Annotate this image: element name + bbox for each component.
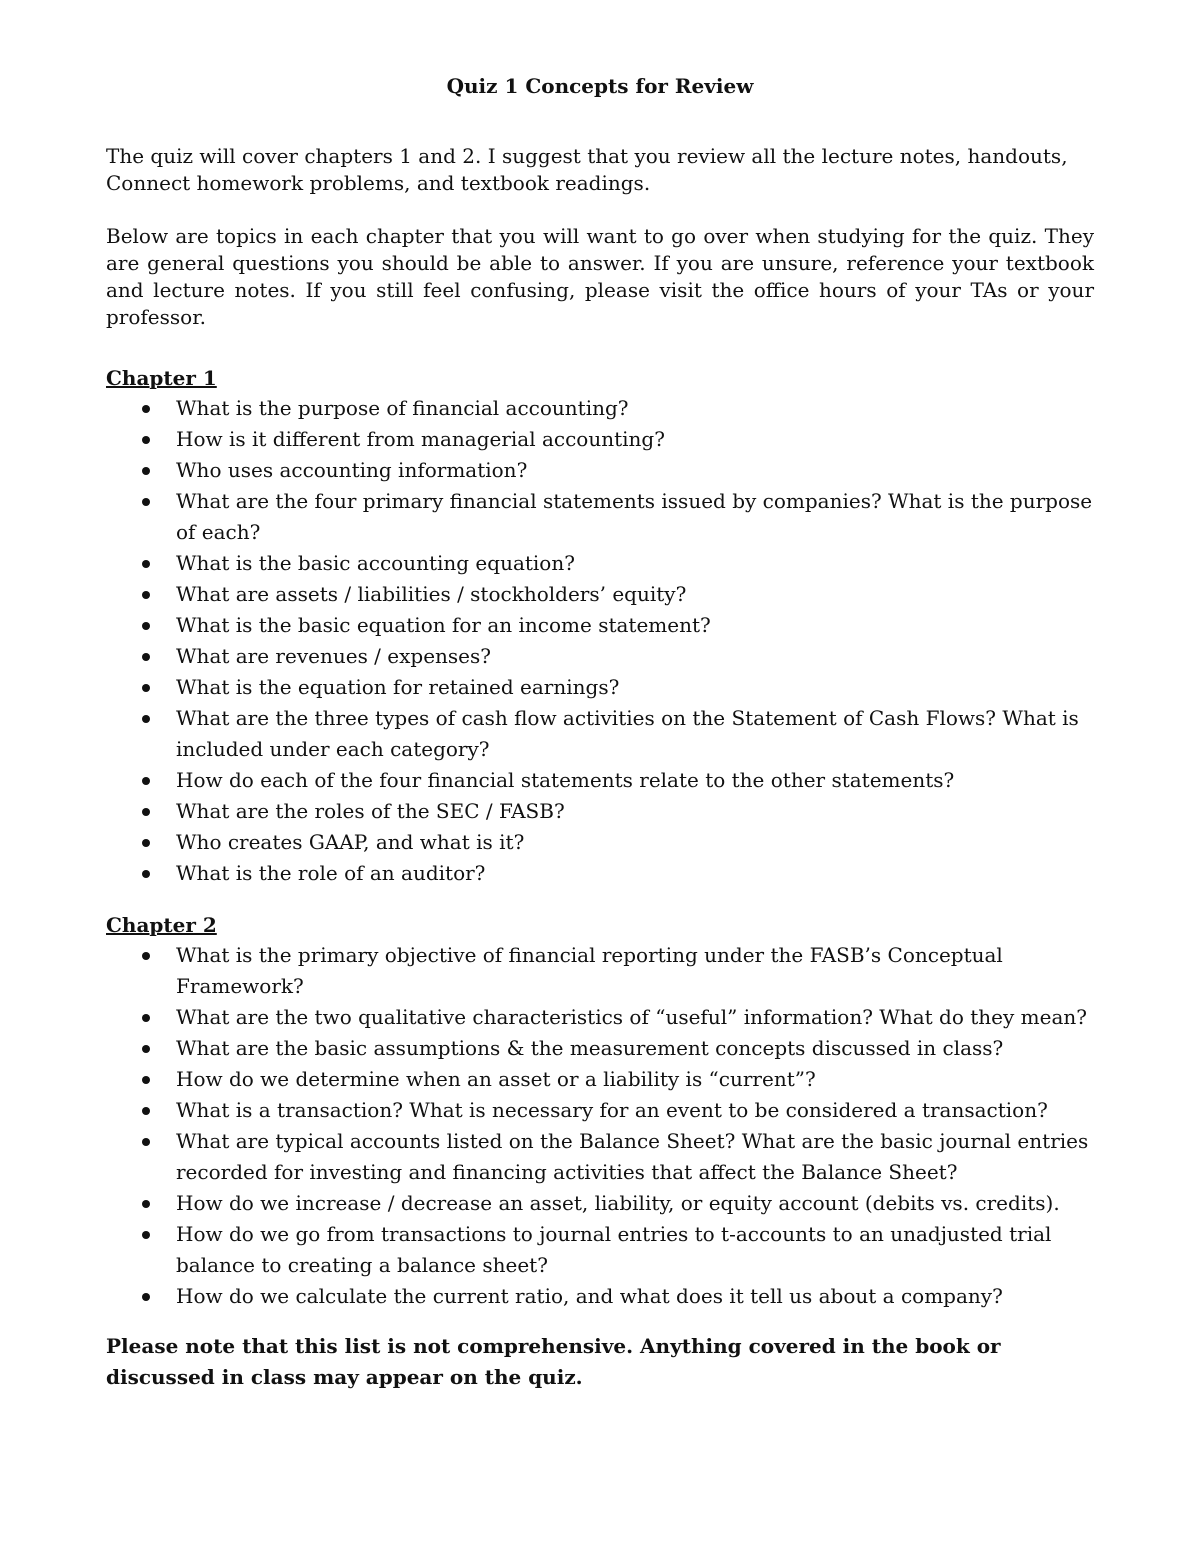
question-text: What are the roles of the SEC / FASB? (176, 799, 565, 823)
question-text: What is the primary objective of financial reporting under the FASB’s Conceptual Framework? (176, 943, 1003, 998)
bullet-icon (142, 777, 150, 785)
list-item (106, 1281, 1094, 1312)
bullet-icon (142, 1138, 150, 1146)
question-text: What is the basic equation for an income statement? (176, 613, 711, 637)
bullet-icon (142, 622, 150, 630)
list-item (106, 393, 1094, 424)
question-text: Who uses accounting information? (176, 458, 528, 482)
question-text: What are assets / liabilities / stockholders’ equity? (176, 582, 687, 606)
question-text: What is the equation for retained earnings? (176, 675, 620, 699)
bullet-icon (142, 1200, 150, 1208)
list-item (106, 940, 1094, 1002)
bullet-icon (142, 498, 150, 506)
page-title: Quiz 1 Concepts for Review (446, 74, 754, 98)
question-text: What is the role of an auditor? (176, 861, 486, 885)
question-text: What are typical accounts listed on the Balance Sheet? What are the basic journal entries recorded for investing and financing activities that affect the Balance Sheet? (176, 1129, 1089, 1184)
question-text: What is a transaction? What is necessary for an event to be considered a transaction? (176, 1098, 1048, 1122)
chapter-2-section (106, 910, 1094, 1312)
question-text: How do we determine when an asset or a liability is “current”? (176, 1067, 816, 1091)
list-item (106, 641, 1094, 672)
question-text: Who creates GAAP, and what is it? (176, 830, 525, 854)
list-item (106, 1095, 1094, 1126)
bullet-icon (142, 1045, 150, 1053)
question-text: How do we calculate the current ratio, and what does it tell us about a company? (176, 1284, 1003, 1308)
question-text: What are the basic assumptions & the measurement concepts discussed in class? (176, 1036, 1004, 1060)
document-page (106, 72, 1094, 1393)
chapter-2-question-list (106, 940, 1094, 1312)
question-text: What are the two qualitative characteristics of “useful” information? What do they mean? (176, 1005, 1087, 1029)
question-text: What is the basic accounting equation? (176, 551, 575, 575)
list-item (106, 610, 1094, 641)
bullet-icon (142, 1076, 150, 1084)
closing-note: Please note that this list is not comprehensive. Anything covered in the book or discussed in class may appear on the quiz. (106, 1334, 1001, 1389)
list-item (106, 765, 1094, 796)
chapter-1-section (106, 363, 1094, 889)
bullet-icon (142, 653, 150, 661)
chapter-2-heading: Chapter 2 (106, 913, 217, 937)
list-item (106, 455, 1094, 486)
list-item (106, 672, 1094, 703)
question-text: How is it different from managerial accounting? (176, 427, 665, 451)
bullet-icon (142, 1107, 150, 1115)
bullet-icon (142, 560, 150, 568)
list-item (106, 1064, 1094, 1095)
chapter-1-heading: Chapter 1 (106, 366, 217, 390)
bullet-icon (142, 684, 150, 692)
bullet-icon (142, 1293, 150, 1301)
list-item (106, 579, 1094, 610)
guidance-paragraph: Below are topics in each chapter that you will want to go over when studying for the quiz. They are general questions you should be able to answer. If you are unsure, reference your textbook and lecture notes. If you still feel confusing, please visit the office hours of your TAs or your professor. (106, 224, 1094, 329)
question-text: What are the three types of cash flow activities on the Statement of Cash Flows? What is included under each category? (176, 706, 1079, 761)
bullet-icon (142, 952, 150, 960)
list-item (106, 1033, 1094, 1064)
list-item (106, 858, 1094, 889)
list-item (106, 703, 1094, 765)
chapter-1-question-list (106, 393, 1094, 889)
bullet-icon (142, 591, 150, 599)
bullet-icon (142, 839, 150, 847)
list-item (106, 486, 1094, 548)
bullet-icon (142, 405, 150, 413)
bullet-icon (142, 715, 150, 723)
list-item (106, 1219, 1094, 1281)
list-item (106, 548, 1094, 579)
bullet-icon (142, 467, 150, 475)
list-item (106, 827, 1094, 858)
intro-paragraph: The quiz will cover chapters 1 and 2. I suggest that you review all the lecture notes, handouts, Connect homework problems, and textbook readings. (106, 144, 1068, 195)
bullet-icon (142, 870, 150, 878)
list-item (106, 1126, 1094, 1188)
list-item (106, 424, 1094, 455)
list-item (106, 1188, 1094, 1219)
question-text: How do we increase / decrease an asset, liability, or equity account (debits vs. credits). (176, 1191, 1060, 1215)
question-text: How do each of the four financial statements relate to the other statements? (176, 768, 955, 792)
list-item (106, 1002, 1094, 1033)
bullet-icon (142, 808, 150, 816)
bullet-icon (142, 436, 150, 444)
question-text: How do we go from transactions to journal entries to t-accounts to an unadjusted trial balance to creating a balance sheet? (176, 1222, 1052, 1277)
bullet-icon (142, 1014, 150, 1022)
question-text: What is the purpose of financial accounting? (176, 396, 629, 420)
list-item (106, 796, 1094, 827)
question-text: What are the four primary financial statements issued by companies? What is the purpose of each? (176, 489, 1093, 544)
bullet-icon (142, 1231, 150, 1239)
question-text: What are revenues / expenses? (176, 644, 491, 668)
